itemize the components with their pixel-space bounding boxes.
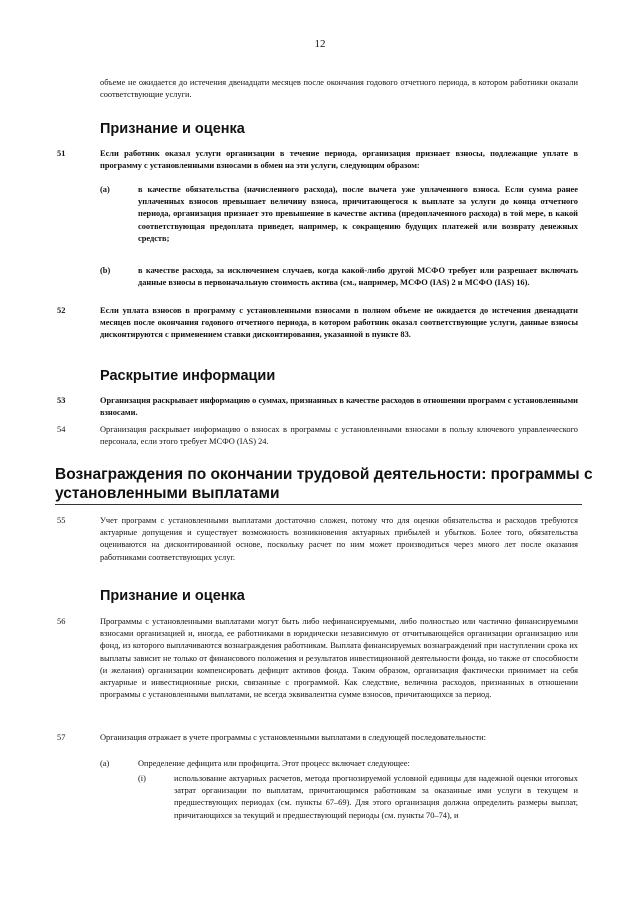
paragraph-54-text: Организация раскрывает информацию о взносах в программы с установленными взносами в пользу ключевого управленческого персонала, если этого требует МСФО (IAS) 24.: [100, 425, 578, 447]
paragraph-51-b-label: (b): [100, 266, 111, 275]
paragraph-57-text: Организация отражает в учете программы с установленными выплатами в следующей последовательности:: [100, 733, 486, 742]
paragraph-57-number: 57: [57, 733, 66, 742]
paragraph-54-number: 54: [57, 425, 66, 434]
paragraph-57-a-label: (a): [100, 759, 110, 768]
paragraph-57-a-text: Определение дефицита или профицита. Этот процесс включает следующее:: [138, 759, 410, 768]
heading-disclosure: Раскрытие информации: [100, 368, 276, 384]
intro-paragraph: объеме не ожидается до истечения двенадцати месяцев после окончания годового отчетного периода, в котором работники оказали соответствующие услуги.: [100, 78, 578, 100]
section-title-line-2: установленными выплатами: [55, 485, 280, 502]
paragraph-57-i-label: (i): [138, 774, 146, 783]
page-number: 12: [314, 38, 326, 50]
heading-recognition-1: Признание и оценка: [100, 121, 245, 137]
paragraph-55-number: 55: [57, 516, 66, 525]
section-divider: [55, 504, 582, 505]
paragraph-51-number: 51: [57, 149, 66, 158]
paragraph-52-text: Если уплата взносов в программу с установленными взносами в полном объеме не ожидается до истечения двенадцати месяцев после окончания годового отчетного периода, в котором работник оказал соответствующие услуги, данные взносы дисконтируются с применением ставки дисконтирования, указанной в пункте 83.: [100, 306, 578, 340]
paragraph-56-number: 56: [57, 617, 66, 626]
heading-recognition-2: Признание и оценка: [100, 588, 245, 604]
paragraph-52-number: 52: [57, 306, 66, 315]
paragraph-51-b-text: в качестве расхода, за исключением случаев, когда какой-либо другой МСФО требует или разрешает включать данные взносы в первоначальную стоимость актива (см., например, МСФО (IAS) 2 и МСФО (IAS) 16).: [138, 266, 578, 288]
paragraph-56-text: Программы с установленными выплатами могут быть либо нефинансируемыми, либо полностью или частично финансируемыми взносами организацией и, иногда, ее работниками в юридически независимую от отчитывающейся организации организацию или фонд, из которого выплачиваются вознаграждения работникам. Выплата финансируемых вознаграждений при наступлении срока их выплаты зависит не только от финансового положения и результатов инвестиционной деятельности фонда, но также от способности (и желания) организации компенсировать дефицит активов фонда. Таким образом, организация фактически принимает на себя актуарные и инвестиционные риски, связанные с программой. Как следствие, величина расходов, признанных в отношении программы с установленными выплатами, не всегда эквивалентна сумме взносов, причитающихся за период.: [100, 617, 578, 700]
paragraph-55-text: Учет программ с установленными выплатами достаточно сложен, потому что для оценки обязательства и расходов требуются актуарные допущения и существует возможность возникновения актуарных прибылей и убытков. Более того, обязательства оцениваются на дисконтированной основе, поскольку расчет по ним может производиться через много лет после оказания работниками соответствующих услуг.: [100, 516, 578, 562]
paragraph-51-text: Если работник оказал услуги организации в течение периода, организация признает взносы, подлежащие уплате в программу с установленными взносами в обмен на эти услуги, следующим образом:: [100, 149, 578, 171]
section-title-line-1: Вознаграждения по окончании трудовой деятельности: программы с: [55, 466, 593, 483]
paragraph-53-number: 53: [57, 396, 66, 405]
paragraph-53-text: Организация раскрывает информацию о суммах, признанных в качестве расходов в отношении программ с установленными взносами.: [100, 396, 578, 418]
paragraph-51-a-text: в качестве обязательства (начисленного расхода), после вычета уже уплаченного взноса. Если сумма ранее уплаченных взносов превышает величину взноса, причитающегося к выплате за услуги до конца отчетного периода, организация признает это превышение в качестве актива (предоплаченного расхода) в той мере, в какой соответствующая предоплата приведет, например, к сокращению будущих платежей или возврату денежных средств;: [138, 185, 578, 243]
paragraph-51-a-label: (a): [100, 185, 110, 194]
paragraph-57-i-text: использование актуарных расчетов, метода прогнозируемой условной единицы для надежной оценки итоговых затрат организации по выплатам, причитающимся работникам за оказанные ими услуги в текущем и предшествующих периодах (см. пункты 67–69). Для этого организация должна определить размеры выплат, причитающихся за текущий и предшествующий периоды (см. пункты 70–74), и: [174, 774, 578, 820]
